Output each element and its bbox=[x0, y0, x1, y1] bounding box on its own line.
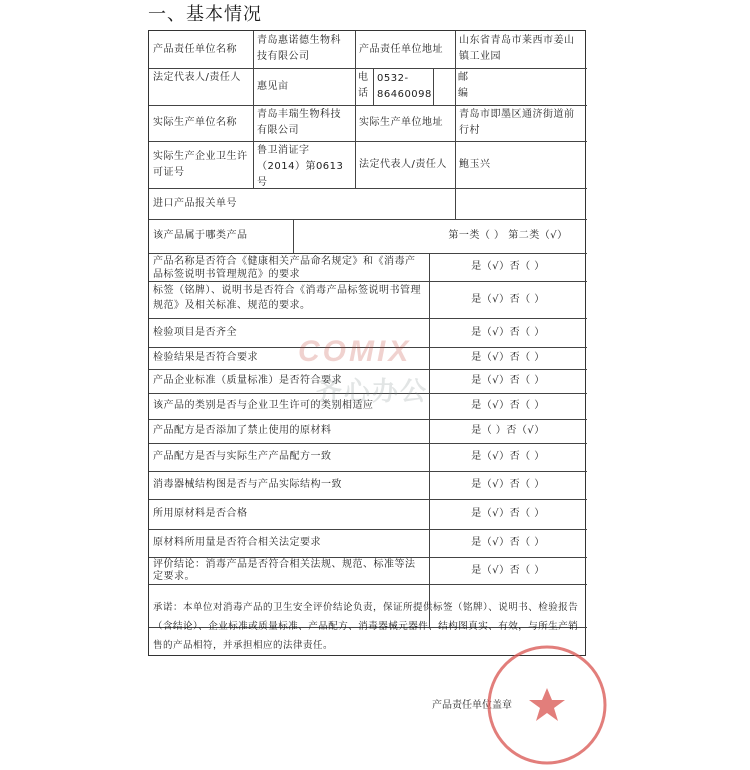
value-zip bbox=[479, 68, 587, 105]
check-item: 原材料所用量是否符合相关法定要求 bbox=[153, 537, 321, 548]
check-result: 是（√）否（ ） bbox=[471, 508, 545, 519]
label-actual-producer: 实际生产单位名称 bbox=[153, 117, 237, 128]
value-hygiene-license: 鲁卫消证字（2014）第0613号 bbox=[257, 145, 344, 188]
company-seal-icon bbox=[482, 640, 612, 770]
label-legal-rep: 法定代表人/责任人 bbox=[153, 72, 241, 83]
commitment-text: 承诺：本单位对消毒产品的卫生安全评价结论负责，保证所提供标签（铭牌）、说明书、检验报告（含结论）、企业标准或质量标准、产品配方、消毒器械元器件、结构图真实、有效，与所生产销售的产品相符，并承担相应的法律责任。 bbox=[153, 602, 579, 651]
check-item: 所用原材料是否合格 bbox=[153, 508, 248, 519]
value-responsible-unit: 青岛惠诺德生物科技有限公司 bbox=[257, 35, 341, 62]
check-item: 消毒器械结构图是否与产品实际结构一致 bbox=[153, 479, 342, 490]
check-result: 是（√）否（ ） bbox=[471, 326, 545, 338]
check-result: 第一类（ ） 第二类（√） bbox=[448, 230, 568, 241]
value-phone: 0532-86460098 bbox=[377, 72, 432, 100]
label-import-declaration: 进口产品报关单号 bbox=[153, 197, 237, 209]
check-item: 产品名称是否符合《健康相关产品命名规定》和《消毒产品标签说明书管理规范》的要求 bbox=[153, 256, 416, 280]
label-responsible-address: 产品责任单位地址 bbox=[359, 43, 443, 55]
check-result: 是（√）否（ ） bbox=[471, 564, 545, 576]
label-zip: 邮编 bbox=[458, 72, 469, 99]
check-result: 是（√）否（ ） bbox=[471, 352, 545, 363]
value-responsible-address: 山东省青岛市莱西市姜山镇工业园 bbox=[459, 35, 575, 62]
label-producer-address: 实际生产单位地址 bbox=[359, 117, 443, 128]
value-producer-address: 青岛市即墨区通济街道前行村 bbox=[459, 109, 575, 136]
check-result: 是（√）否（ ） bbox=[471, 479, 545, 490]
check-result: 是（√）否（ ） bbox=[471, 293, 545, 305]
value-actual-producer: 青岛丰瑞生物科技有限公司 bbox=[257, 109, 341, 136]
label-hygiene-license: 实际生产企业卫生许可证号 bbox=[153, 150, 248, 178]
check-item: 产品配方是否添加了禁止使用的原材料 bbox=[153, 425, 332, 436]
check-item: 标签（铭牌）、说明书是否符合《消毒产品标签说明书管理规范》及相关标准、规范的要求。 bbox=[153, 285, 421, 311]
check-item: 该产品属于哪类产品 bbox=[153, 230, 248, 241]
value-producer-legal-rep: 鲍玉兴 bbox=[459, 158, 491, 170]
check-item: 该产品的类别是否与企业卫生许可的类别相适应 bbox=[153, 400, 374, 411]
value-legal-rep: 惠见亩 bbox=[257, 80, 289, 92]
check-item: 检验项目是否齐全 bbox=[153, 326, 237, 338]
signature-label: 产品责任单位盖章 bbox=[432, 700, 512, 711]
value-import-declaration bbox=[293, 188, 455, 219]
watermark-brand: COMIX bbox=[298, 335, 412, 368]
check-item: 产品企业标准（质量标准）是否符合要求 bbox=[153, 375, 342, 386]
check-result: 是（√）否（ ） bbox=[471, 537, 545, 548]
basic-info-form bbox=[148, 30, 586, 656]
check-item: 评价结论：消毒产品是否符合相关法规、规范、标准等法定要求。 bbox=[153, 559, 416, 582]
check-item: 检验结果是否符合要求 bbox=[153, 352, 258, 363]
check-result: 是（ ）否（√） bbox=[471, 425, 545, 436]
section-heading: 一、基本情况 bbox=[148, 4, 262, 25]
label-producer-legal-rep: 法定代表人/责任人 bbox=[359, 158, 447, 170]
check-result: 是（√）否（ ） bbox=[471, 261, 545, 272]
label-responsible-unit: 产品责任单位名称 bbox=[153, 43, 237, 55]
check-result: 是（√）否（ ） bbox=[471, 451, 545, 462]
check-result: 是（√）否（ ） bbox=[471, 400, 545, 411]
label-phone: 电话 bbox=[358, 72, 369, 99]
check-result: 是（√）否（ ） bbox=[471, 375, 545, 386]
check-item: 产品配方是否与实际生产产品配方一致 bbox=[153, 451, 332, 462]
watermark-text: 齐心办公 bbox=[316, 377, 429, 407]
